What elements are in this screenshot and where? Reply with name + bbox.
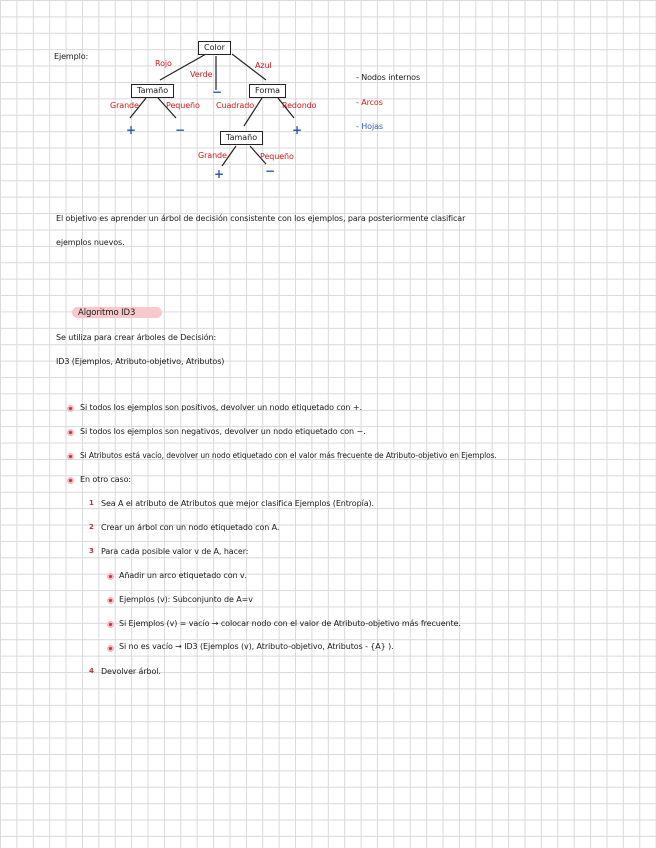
edge-redondo: Redondo (282, 101, 317, 110)
step-2-number: 2 (89, 523, 94, 531)
substep-3-text: Si Ejemplos (v) = vacío → colocar nodo con el valor de Atributo-objetivo más frecuente. (119, 619, 461, 628)
substep-1-text: Añadir un arco etiquetado con v. (119, 571, 247, 580)
bullet-1-text: Si todos los ejemplos son positivos, devolver un nodo etiquetado con +. (80, 403, 362, 412)
tree-edges (0, 0, 656, 200)
node-color: Color (198, 41, 231, 55)
bullet-4-text: En otro caso: (80, 475, 132, 484)
bullet-2-icon (67, 429, 74, 436)
step-1-number: 1 (89, 499, 94, 507)
edge-pequeno-1: Pequeño (166, 101, 200, 110)
algorithm-signature: ID3 (Ejemplos, Atributo-objetivo, Atributos) (56, 357, 225, 366)
substep-2-text: Ejemplos (v): Subconjunto de A=v (119, 595, 253, 604)
substep-1-icon (107, 573, 114, 580)
node-forma: Forma (249, 84, 286, 98)
bullet-3-icon (67, 453, 74, 460)
edge-cuadrado: Cuadrado (216, 101, 255, 110)
step-2-text: Crear un árbol con un nodo etiquetado con A. (101, 523, 280, 532)
algorithm-heading: Algoritmo ID3 (78, 308, 136, 318)
step-3-text: Para cada posible valor v de A, hacer: (101, 547, 249, 556)
legend-leaves: - Hojas (356, 122, 383, 131)
substep-3-icon (107, 621, 114, 628)
example-label: Ejemplo: (54, 52, 89, 61)
node-tamano-1: Tamaño (131, 84, 174, 98)
leaf-verde: − (212, 85, 223, 99)
edge-rojo: Rojo (155, 59, 172, 68)
leaf-redondo: + (292, 123, 303, 137)
leaf-pequeno-1: − (175, 123, 186, 137)
bullet-1-icon (67, 405, 74, 412)
leaf-pequeno-2: − (265, 164, 276, 178)
step-3-number: 3 (89, 547, 94, 555)
paragraph-line-1: El objetivo es aprender un árbol de decisión consistente con los ejemplos, para posteriormente clasificar (56, 214, 466, 223)
step-1-text: Sea A el atributo de Atributos que mejor clasifica Ejemplos (Entropía). (101, 499, 374, 508)
legend-nodes: - Nodos internos (356, 73, 421, 82)
substep-2-icon (107, 597, 114, 604)
bullet-4-icon (67, 477, 74, 484)
edge-azul: Azul (255, 61, 272, 70)
node-tamano-2: Tamaño (220, 131, 263, 145)
edge-grande-1: Grande (110, 101, 139, 110)
step-4-text: Devolver árbol. (101, 667, 161, 676)
step-4-number: 4 (89, 667, 94, 675)
leaf-grande-2: + (214, 167, 225, 181)
edge-pequeno-2: Pequeño (260, 152, 294, 161)
paragraph-line-2: ejemplos nuevos. (56, 238, 125, 247)
algorithm-intro: Se utiliza para crear árboles de Decisión: (56, 333, 217, 342)
edge-verde: Verde (190, 70, 213, 79)
legend-arcs: - Arcos (356, 98, 383, 107)
leaf-grande-1: + (126, 123, 137, 137)
edge-grande-2: Grande (198, 151, 227, 160)
bullet-3-text: Si Atributos está vacío, devolver un nodo etiquetado con el valor más frecuente de Atributo-objetivo en Ejemplos. (80, 451, 497, 460)
substep-4-icon (107, 645, 114, 652)
bullet-2-text: Si todos los ejemplos son negativos, devolver un nodo etiquetado con −. (80, 427, 366, 436)
substep-4-text: Si no es vacío → ID3 (Ejemplos (v), Atributo-objetivo, Atributos - {A} ). (119, 642, 394, 651)
